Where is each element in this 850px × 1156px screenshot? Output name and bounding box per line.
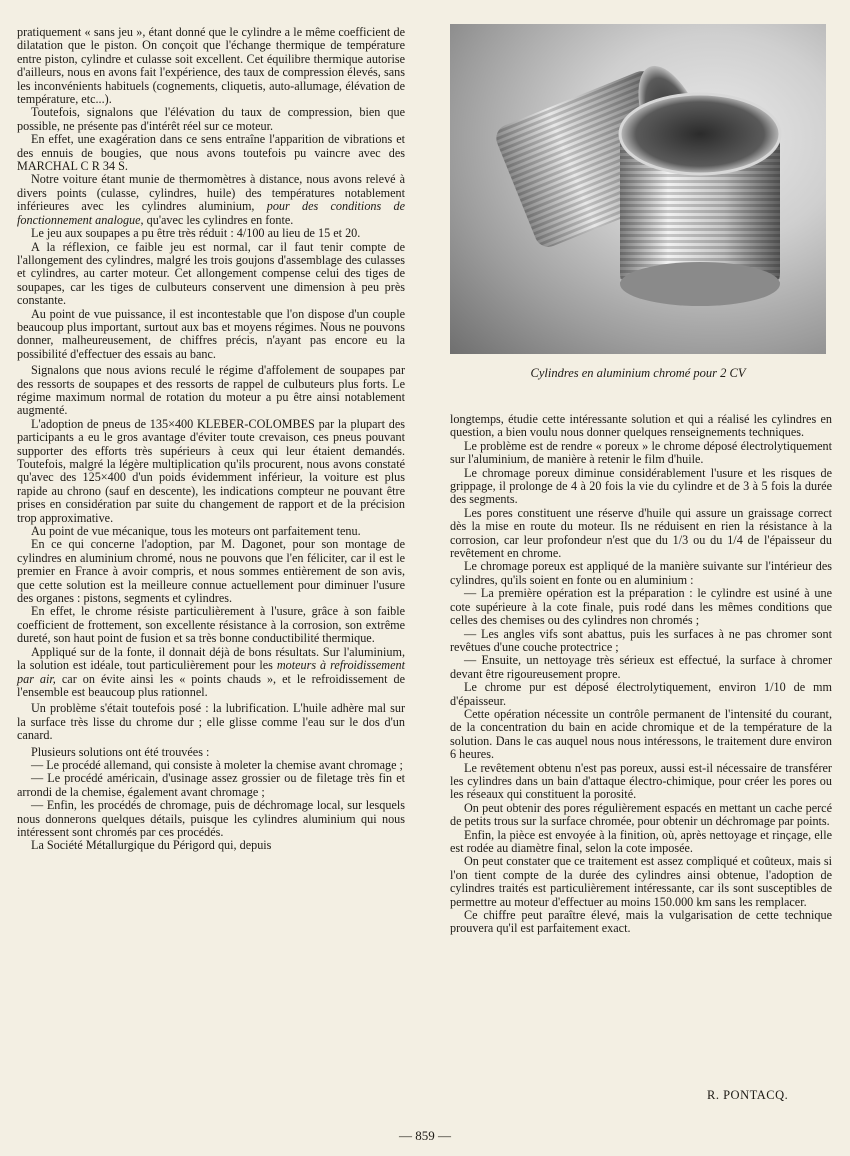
paragraph — [450, 829, 832, 856]
paragraph-text: Le chrome pur est déposé électrolytiquement, environ 1/10 de mm d'épaisseur. — [450, 680, 832, 708]
right-text-column — [450, 413, 832, 936]
paragraph-text: En effet, une exagération dans ce sens entraîne l'apparition de vibrations et des ennuis de bougies, que nous avons toutefois pu vaincre avec des MARCHAL C R 34 S. — [17, 132, 405, 174]
paragraph — [450, 507, 832, 561]
paragraph-text: Au point de vue mécanique, tous les moteurs ont parfaitement tenu. — [31, 524, 361, 539]
paragraph — [450, 762, 832, 802]
paragraph-text: Un problème s'était toutefois posé : la lubrification. L'huile adhère mal sur la surface très lisse du chrome dur ; elle glisse comme l'eau sur le dos d'un canard. — [17, 701, 405, 743]
paragraph-text: — La première opération est la préparation : le cylindre est usiné à une cote supérieure à la cote finale, puis rodé dans les mêmes conditions que celles des chemises ou des cylindres non chromés ; — [450, 586, 832, 628]
paragraph-text: Le chromage poreux est appliqué de la manière suivante sur l'intérieur des cylindres, qu'ils soient en fonte ou en aluminium : — [450, 559, 832, 587]
paragraph-text: Ce chiffre peut paraître élevé, mais la vulgarisation de cette technique prouvera qu'il est parfaitement exact. — [450, 908, 832, 936]
paragraph-text: Le jeu aux soupapes a pu être très réduit : 4/100 au lieu de 15 et 20. — [31, 226, 361, 241]
paragraph — [450, 855, 832, 909]
paragraph — [450, 909, 832, 936]
paragraph-text: En effet, le chrome résiste particulièrement à l'usure, grâce à son faible coefficient de frottement, son excellente résistance à la corrosion, son extrême dureté, son haut point de fusion et sa très bonne conductibilité thermique. — [17, 604, 405, 646]
paragraph — [17, 799, 405, 839]
emphasized-text: pour des conditions de fonctionnement analogue, — [17, 199, 405, 227]
paragraph-text: — Le procédé allemand, qui consiste à moleter la chemise avant chromage ; — [31, 757, 403, 772]
paragraph — [17, 759, 405, 772]
paragraph — [17, 525, 405, 538]
paragraph — [450, 708, 832, 762]
paragraph — [17, 106, 405, 133]
paragraph-text: — Enfin, les procédés de chromage, puis de déchromage local, sur lesquels nous donnerons quelques détails, puisque les cylindres aluminium qui nous intéressent sont chromés par ces procédés. — [17, 798, 405, 839]
paragraph-text: Le problème est de rendre « poreux » le chrome déposé électrolytiquement sur l'aluminium, de manière à retenir le film d'huile. — [450, 438, 832, 467]
paragraph — [450, 654, 832, 681]
page-number: — 859 — — [399, 1128, 451, 1143]
paragraph-text: Cette opération nécessite un contrôle permanent de l'intensité du courant, de la concentration du bain en acide chromique et de la température de la solution. Dans le cas auquel nous nous intéressons, le traitement dure environ 6 heures. — [450, 706, 832, 762]
paragraph — [450, 467, 832, 507]
chrome-cylinders-image — [450, 24, 826, 354]
paragraph — [17, 772, 405, 799]
paragraph — [17, 646, 405, 700]
paragraph — [17, 839, 405, 852]
cylinders-photo — [450, 24, 826, 354]
paragraph — [17, 538, 405, 605]
paragraph-text: Plusieurs solutions ont été trouvées : — [31, 744, 210, 759]
paragraph-text-continued: qu'avec les cylindres en fonte. — [146, 212, 294, 227]
paragraph — [17, 26, 405, 106]
paragraph-text: Appliqué sur de la fonte, il donnait déjà de bons résultats. Sur l'aluminium, la solution est idéale, tout particulièrement pour les — [17, 644, 405, 673]
paragraph — [450, 587, 832, 627]
paragraph-text: pratiquement « sans jeu », étant donné que le cylindre a le même coefficient de dilatation que le piston. On conçoit que l'échange thermique de température entre piston, cylindre et culasse soit excellent. Cet équilibre thermique autorise d'ailleurs, nous en avons fait l'expérience, des taux de compression élevés, sans les inconvénients habituels (cognements, cliquetis, auto-allumage, élévation de température, etc...). — [17, 25, 405, 107]
paragraph-text: Le chromage poreux diminue considérablement l'usure et les risques de grippage, il prolonge de 4 à 20 fois la vie du cylindre et de 3 à 5 fois la durée des segments. — [450, 465, 832, 507]
paragraph-text: Toutefois, signalons que l'élévation du taux de compression, bien que possible, ne présente pas d'intérêt réel sur ce moteur. — [17, 105, 405, 133]
paragraph-text: L'adoption de pneus de 135×400 KLEBER-COLOMBES par la plupart des participants a eu le gros avantage d'éviter toute crevaison, ces pneus pouvant supporter des efforts très supérieurs à ceux qui leur étaient demandés. Toutefois, malgré la légère multiplication qu'ils procurent, nous avons constaté qu'avec des 125×400 d'un poids évidemment inférieur, la voiture est plus rapide au chrono (sauf en descente), les indications compteur ne pouvant être prises en considération par suite du changement de rapport et de la précision trop approximative. — [17, 416, 405, 525]
paragraph — [17, 241, 405, 308]
paragraph-text: — Les angles vifs sont abattus, puis les surfaces à ne pas chromer sont revêtues d'une couche protectrice ; — [450, 626, 832, 654]
paragraph-text-continued: car on évite ainsi les « points chauds », et le refroidissement de l'ensemble est beaucoup plus rationnel. — [17, 671, 405, 699]
paragraph — [17, 418, 405, 525]
paragraph — [450, 413, 832, 440]
paragraph — [450, 628, 832, 655]
paragraph-text: Enfin, la pièce est envoyée à la finition, où, après nettoyage et rinçage, elle est rodée au diamètre final, selon la cote imposée. — [450, 827, 832, 855]
paragraph — [450, 681, 832, 708]
author-signature: R. PONTACQ. — [707, 1088, 789, 1102]
paragraph-text: — Le procédé américain, d'usinage assez grossier ou de filetage très fin et arrondi de la chemise, également avant chromage ; — [17, 771, 405, 799]
paragraph — [17, 173, 405, 227]
paragraph — [17, 364, 405, 418]
paragraph — [450, 440, 832, 467]
emphasized-text: moteurs à refroidissement par air, — [17, 658, 405, 686]
paragraph — [17, 702, 405, 742]
paragraph — [450, 560, 832, 587]
photo-caption: Cylindres en aluminium chromé pour 2 CV — [530, 366, 746, 380]
paragraph-text: Signalons que nous avions reculé le régime d'affolement de soupapes par des ressorts de soupapes et des ressorts de rappel de culbuteurs plus forts. Le régime maximum normal de rotation du moteur a pu être ainsi notablement augmenté. — [17, 363, 405, 418]
paragraph — [17, 133, 405, 173]
paragraph — [17, 605, 405, 645]
paragraph — [17, 227, 405, 240]
paragraph-text: A la réflexion, ce faible jeu est normal, car il faut tenir compte de l'allongement des cylindres, malgré les trois goujons d'assemblage des culasses et cylindres, au carter moteur. Cet allongement compense celui des tiges de soupapes, car les tiges de culbuteurs conservent une dimension à peu près constante. — [17, 239, 405, 308]
paragraph-text: En ce qui concerne l'adoption, par M. Dagonet, pour son montage de cylindres en aluminium chromé, nous ne pouvons que l'en féliciter, car il est le premier en France à avoir compris, et nous sommes entièrement de son avis, que cette solution est la meilleure connue actuellement pour diminuer l'usure des organes : pistons, segments et cylindres. — [17, 537, 405, 606]
paragraph-text: Notre voiture étant munie de thermomètres à distance, nous avons relevé à divers points (culasse, cylindres, huile) des températures notablement inférieures avec les cylindres aluminium, — [17, 172, 405, 214]
paragraph-text: Le revêtement obtenu n'est pas poreux, aussi est-il nécessaire de transférer les cylindres dans un bain d'attaque électro-chimique, pour créer les pores ou les réseaux qui constituent la porosité. — [450, 760, 832, 802]
paragraph — [17, 308, 405, 362]
paragraph — [17, 746, 405, 759]
left-text-column — [17, 26, 405, 853]
paragraph-text: La Société Métallurgique du Périgord qui, depuis — [31, 838, 272, 853]
paragraph-text: On peut obtenir des pores régulièrement espacés en mettant un cache percé de petits trous sur la surface chromée, pour obtenir un déchromage par points. — [450, 800, 832, 829]
paragraph — [450, 802, 832, 829]
paragraph-text: Au point de vue puissance, il est incontestable que l'on dispose d'un couple beaucoup plus important, surtout aux bas et moyens régimes. Nous ne pouvons donner, malheureusement, de chiffres précis, n'ayant pas encore eu la possibilité d'effectuer des essais au banc. — [17, 306, 405, 361]
paragraph-text: On peut constater que ce traitement est assez compliqué et coûteux, mais si l'on tient compte de la durée des cylindres ainsi obtenue, l'adoption de cylindres traités est particulièrement intéressante, car ils sont susceptibles de permettre au moteur d'effectuer au moins 150.000 km sans les remplacer. — [450, 854, 832, 909]
paragraph-text: Les pores constituent une réserve d'huile qui assure un graissage correct dès la mise en route du moteur. Ils ne réduisent en rien la résistance à la corrosion, car leur profondeur n'est que du 1/3 ou du 1/4 de l'épaisseur du revêtement en chrome. — [450, 505, 832, 561]
paragraph-text: — Ensuite, un nettoyage très sérieux est effectué, la surface à chromer devant être rigoureusement propre. — [450, 653, 832, 681]
paragraph-text: longtemps, étudie cette intéressante solution et qui a réalisé les cylindres en question, a bien voulu nous donner quelques renseignements techniques. — [450, 412, 832, 440]
